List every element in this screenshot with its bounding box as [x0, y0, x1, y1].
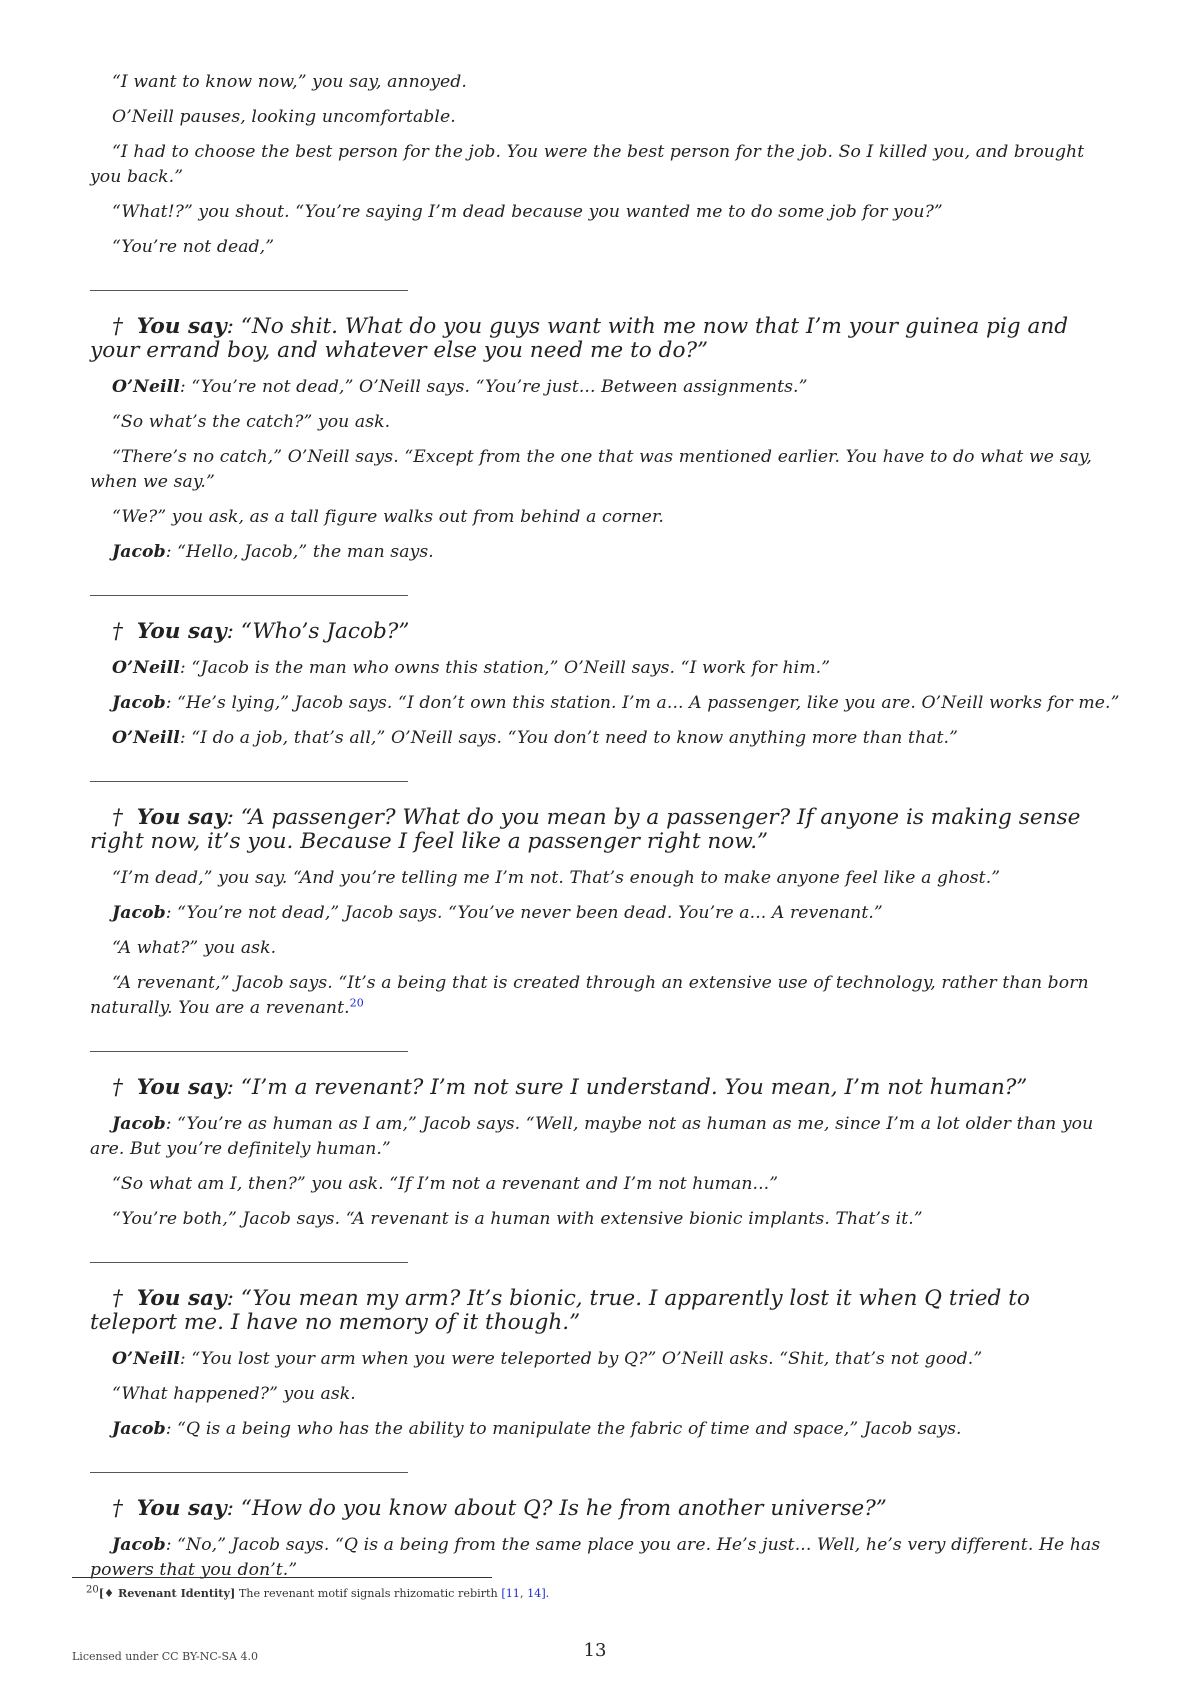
dialogue-text: “You’re both,” Jacob says. “A revenant is a human with extensive bionic implants. That’s it.”: [112, 1209, 923, 1229]
dagger-marker: †: [112, 805, 123, 830]
story-paragraph: [90, 105, 1120, 130]
dialogue-text: “So what’s the catch?” you ask.: [112, 412, 391, 432]
dialogue-choice[interactable]: [90, 315, 1120, 363]
dialogue-choice[interactable]: [90, 1497, 1120, 1521]
citation-link-14[interactable]: 14: [527, 1587, 542, 1600]
story-paragraph: [90, 1112, 1120, 1162]
footnote-number: 20: [86, 1584, 99, 1596]
choice-separator: [90, 1051, 408, 1052]
dialogue-text: “What happened?” you ask.: [112, 1384, 356, 1404]
dialogue-text: : “No,” Jacob says. “Q is a being from the same place you are. He’s just... Well, he’s very different. He has powers that you don’t.”: [90, 1535, 1101, 1580]
dialogue-text: “I want to know now,” you say, annoyed.: [112, 72, 467, 92]
speaker-name: Jacob: [112, 1535, 166, 1555]
citation-close: ].: [541, 1587, 550, 1600]
speaker-name: You say: [136, 1286, 227, 1311]
citation-link-11[interactable]: 11: [505, 1587, 520, 1600]
dialogue-text: : “A passenger? What do you mean by a passenger? If anyone is making sense right now, it’s you. Because I feel like a passenger right now.”: [90, 805, 1081, 854]
story-paragraph: [90, 866, 1120, 891]
story-paragraph: [90, 235, 1120, 260]
speaker-name: You say: [136, 314, 227, 339]
dagger-marker: †: [112, 1075, 123, 1100]
dialogue-text: : “Q is a being who has the ability to manipulate the fabric of time and space,” Jacob says.: [165, 1419, 962, 1439]
speaker-name: You say: [136, 619, 227, 644]
story-paragraph: [90, 1533, 1120, 1583]
dialogue-text: O’Neill pauses, looking uncomfortable.: [112, 107, 456, 127]
story-paragraph: [90, 691, 1120, 716]
license-text: Licensed under CC BY-NC-SA 4.0: [72, 1650, 258, 1663]
citation-separator: ,: [519, 1587, 528, 1600]
dialogue-text: “What!?” you shout. “You’re saying I’m dead because you wanted me to do some job for you?”: [112, 202, 943, 222]
choice-separator: [90, 1472, 408, 1473]
story-paragraph: [90, 140, 1120, 190]
dialogue-choice[interactable]: [90, 806, 1120, 854]
dialogue-text: : “You lost your arm when you were teleported by Q?” O’Neill asks. “Shit, that’s not good.”: [179, 1349, 983, 1369]
speaker-name: You say: [136, 805, 227, 830]
dialogue-text: : “I do a job, that’s all,” O’Neill says. “You don’t need to know anything more than that.”: [179, 728, 959, 748]
dialogue-choice[interactable]: [90, 1076, 1120, 1100]
story-paragraph: [90, 70, 1120, 95]
story-paragraph: [90, 1417, 1120, 1442]
speaker-name: You say: [136, 1496, 227, 1521]
story-paragraph: [90, 375, 1120, 400]
speaker-name: O’Neill: [112, 658, 180, 678]
choice-separator: [90, 1262, 408, 1263]
dagger-marker: †: [112, 1286, 123, 1311]
footnote-reference[interactable]: 20: [349, 996, 364, 1010]
dialogue-text: : “Hello, Jacob,” the man says.: [165, 542, 434, 562]
speaker-name: You say: [136, 1075, 227, 1100]
citation-open: [: [501, 1587, 506, 1600]
story-paragraph: [90, 656, 1120, 681]
dialogue-text: : “Jacob is the man who owns this station,” O’Neill says. “I work for him.”: [179, 658, 831, 678]
speaker-name: O’Neill: [112, 1349, 180, 1369]
speaker-name: Jacob: [112, 1419, 166, 1439]
story-paragraph: [90, 1382, 1120, 1407]
story-paragraph: [90, 200, 1120, 225]
dagger-marker: †: [112, 619, 123, 644]
story-paragraph: [90, 726, 1120, 751]
speaker-name: Jacob: [112, 542, 166, 562]
speaker-name: O’Neill: [112, 728, 180, 748]
footnote-20: [86, 1586, 549, 1600]
story-paragraph: [90, 505, 1120, 530]
story-paragraph: [90, 1172, 1120, 1197]
dialogue-text: : “You’re not dead,” O’Neill says. “You’re just... Between assignments.”: [179, 377, 808, 397]
dialogue-text: “We?” you ask, as a tall figure walks out from behind a corner.: [112, 507, 664, 527]
dialogue-text: “I had to choose the best person for the job. You were the best person for the job. So I killed you, and brought you back.”: [90, 142, 1085, 187]
speaker-name: Jacob: [112, 1114, 166, 1134]
dialogue-text: : “How do you know about Q? Is he from another universe?”: [226, 1496, 887, 1521]
dialogue-text: : “You’re as human as I am,” Jacob says. “Well, maybe not as human as me, since I’m a lot older than you are. But you’re definitely human.”: [90, 1114, 1094, 1159]
choice-separator: [90, 595, 408, 596]
dialogue-choice[interactable]: [90, 1287, 1120, 1335]
dialogue-text: : “I’m a revenant? I’m not sure I understand. You mean, I’m not human?”: [226, 1075, 1028, 1100]
dialogue-text: “A revenant,” Jacob says. “It’s a being that is created through an extensive use of technology, rather than born naturally. You are a revenant.: [90, 973, 1089, 1018]
footnote-text: The revenant motif signals rhizomatic rebirth: [235, 1587, 502, 1600]
speaker-name: Jacob: [112, 903, 166, 923]
dialogue-text: “You’re not dead,”: [112, 237, 275, 257]
dialogue-text: : “You mean my arm? It’s bionic, true. I apparently lost it when Q tried to teleport me. I have no memory of it though.”: [90, 1286, 1030, 1335]
story-paragraph: [90, 1207, 1120, 1232]
dagger-marker: †: [112, 1496, 123, 1521]
dialogue-text: : “He’s lying,” Jacob says. “I don’t own this station. I’m a... A passenger, like you are. O’Neill works for me.”: [165, 693, 1120, 713]
story-paragraph: [90, 410, 1120, 435]
dialogue-text: : “You’re not dead,” Jacob says. “You’ve never been dead. You’re a... A revenant.”: [165, 903, 883, 923]
dagger-marker: †: [112, 314, 123, 339]
footnote-tag: [♦ Revenant Identity]: [98, 1586, 236, 1600]
dialogue-choice[interactable]: [90, 620, 1120, 644]
page-number: 13: [583, 1640, 607, 1661]
story-paragraph: [90, 971, 1120, 1021]
story-paragraph: [90, 540, 1120, 565]
story-paragraph: [90, 445, 1120, 495]
speaker-name: O’Neill: [112, 377, 180, 397]
dialogue-text: : “Who’s Jacob?”: [226, 619, 410, 644]
footnote-rule: [72, 1577, 492, 1578]
choice-separator: [90, 290, 408, 291]
story-paragraph: [90, 936, 1120, 961]
dialogue-text: “I’m dead,” you say. “And you’re telling me I’m not. That’s enough to make anyone feel like a ghost.”: [112, 868, 1001, 888]
story-paragraph: [90, 1347, 1120, 1372]
story-text: [90, 70, 1120, 1593]
dialogue-text: : “No shit. What do you guys want with me now that I’m your guinea pig and your errand boy, and whatever else you need me to do?”: [90, 314, 1069, 363]
dialogue-text: “There’s no catch,” O’Neill says. “Except from the one that was mentioned earlier. You have to do what we say, when we say.”: [90, 447, 1092, 492]
speaker-name: Jacob: [112, 693, 166, 713]
story-paragraph: [90, 901, 1120, 926]
choice-separator: [90, 781, 408, 782]
dialogue-text: “So what am I, then?” you ask. “If I’m not a revenant and I’m not human...”: [112, 1174, 779, 1194]
dialogue-text: “A what?” you ask.: [112, 938, 277, 958]
